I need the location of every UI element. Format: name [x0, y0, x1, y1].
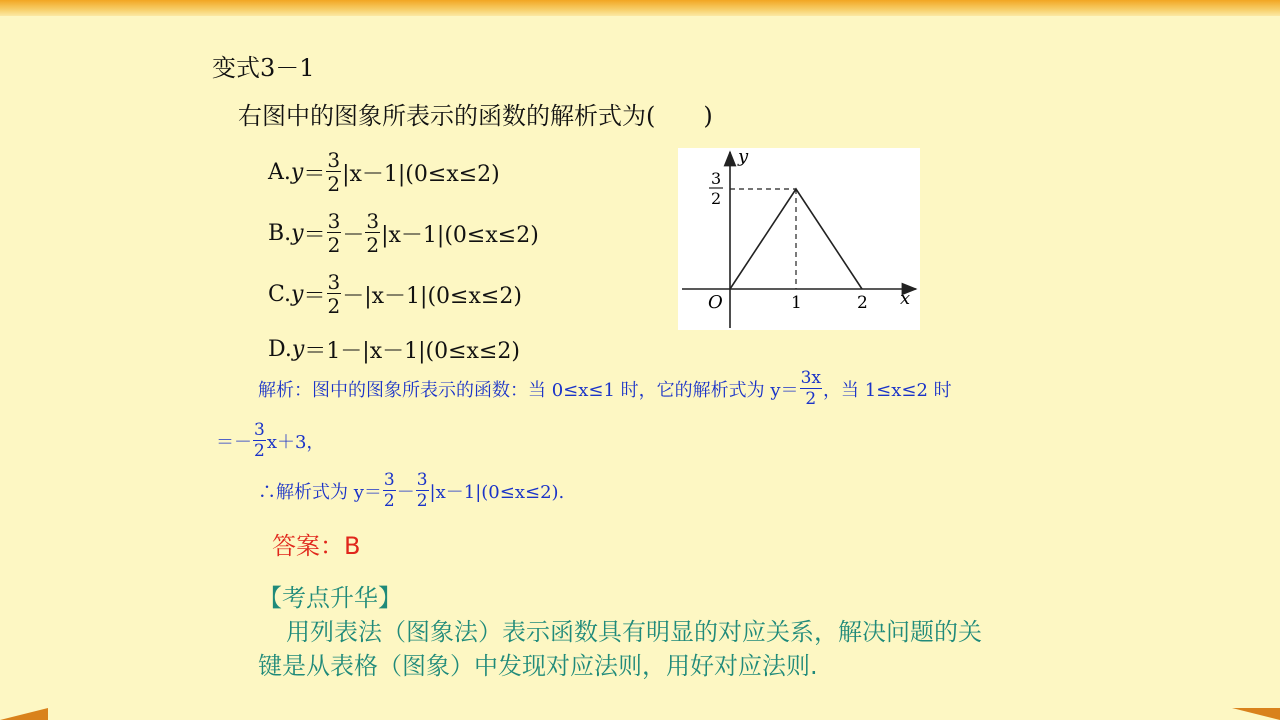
top-border — [0, 0, 1280, 16]
tick-label-x2: 2 — [857, 293, 868, 313]
keypoint-line-2: 键是从表格（图象）中发现对应法则，用好对应法则. — [258, 652, 818, 680]
option-a-fraction: $\frac{3}{2}$ — [327, 148, 341, 196]
solution-line-1 — [258, 370, 952, 408]
graph-svg — [678, 148, 920, 330]
solution-line-3-a: ∴解析式为 y＝ — [258, 482, 382, 503]
keypoint-line-1: 用列表法（图象法）表示函数具有明显的对应关系，解决问题的关 — [286, 618, 982, 646]
solution-line-3-b: |x－1|(0≤x≤2). — [429, 482, 565, 503]
solution-line-3-fraction-1: $\frac{3}{2}$ — [383, 470, 395, 511]
tick-label-x1: 1 — [791, 293, 802, 313]
solution-line-1-fraction: $\frac{3x}{2}$ — [800, 368, 821, 409]
option-c-prefix: C. — [268, 281, 292, 307]
option-a-tail: |x－1|(0≤x≤2) — [342, 161, 500, 187]
origin-label: O — [708, 292, 723, 313]
tick-label-y-den: 2 — [711, 189, 722, 208]
solution-line-2-fraction: $\frac{3}{2}$ — [254, 420, 265, 461]
option-b-minus: － — [342, 222, 365, 248]
option-c-var: y — [291, 281, 304, 307]
option-a — [268, 150, 500, 194]
option-a-eq: ＝ — [303, 161, 326, 187]
option-a-var: y — [290, 159, 304, 185]
option-c-fraction: $\frac{3}{2}$ — [327, 270, 341, 318]
option-b-tail: |x－1|(0≤x≤2) — [381, 222, 539, 248]
option-c-eq: ＝ — [303, 283, 326, 309]
option-d-prefix: D. — [268, 337, 292, 362]
option-d-tail: 1－|x－1|(0≤x≤2) — [326, 339, 520, 364]
solution-line-2-a: ＝－ — [216, 432, 252, 453]
option-c-tail: －|x－1|(0≤x≤2) — [342, 283, 522, 309]
option-b-fraction-2: $\frac{3}{2}$ — [366, 209, 380, 257]
option-b-prefix: B. — [268, 220, 292, 246]
option-b-fraction-1: $\frac{3}{2}$ — [327, 209, 341, 257]
bottom-right-corner-decoration — [1232, 708, 1280, 720]
solution-line-3-fraction-2: $\frac{3}{2}$ — [416, 470, 428, 511]
option-d-eq: ＝ — [304, 339, 327, 364]
function-graph — [678, 148, 920, 330]
option-b — [268, 211, 539, 255]
solution-line-3-minus: － — [396, 482, 415, 503]
option-d-var: y — [291, 337, 305, 362]
solution-line-1-b: ，当 1≤x≤2 时 — [822, 380, 952, 401]
tick-label-y-num: 3 — [711, 169, 722, 188]
option-b-var: y — [291, 220, 304, 246]
option-d — [268, 334, 520, 365]
solution-line-3 — [258, 472, 564, 510]
solution-line-2 — [216, 422, 324, 460]
solution-line-2-b: x＋3， — [266, 432, 325, 453]
option-b-eq: ＝ — [303, 222, 326, 248]
bottom-left-corner-decoration — [0, 708, 48, 720]
y-axis-label: y — [738, 148, 749, 167]
option-c — [268, 272, 522, 316]
question-text: 右图中的图象所表示的函数的解析式为( ) — [238, 102, 713, 130]
answer-text: 答案：B — [272, 532, 361, 560]
slide-title: 变式3－1 — [212, 54, 315, 82]
keypoint-heading: 【考点升华】 — [258, 584, 402, 612]
solution-line-1-a: 解析：图中的图象所表示的函数：当 0≤x≤1 时，它的解析式为 y＝ — [258, 380, 799, 401]
x-axis-label: x — [900, 288, 911, 309]
option-a-prefix: A. — [268, 159, 291, 185]
